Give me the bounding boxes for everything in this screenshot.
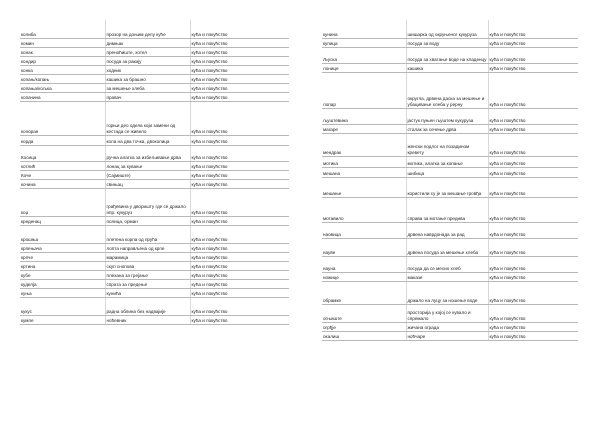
- table-row: [20, 188, 289, 216]
- term-cell: копањ/копањ: [20, 74, 105, 83]
- term-cell: кубе: [20, 270, 105, 279]
- description-cell: кашика за брашно: [105, 74, 190, 83]
- category-cell: кућа и покућство: [488, 20, 578, 38]
- category-cell: кућа и покућство: [190, 170, 289, 179]
- category-cell: кућа и покућство: [190, 145, 289, 161]
- description-cell: дрвена наврдонада за рад: [406, 222, 488, 238]
- table-row: [322, 222, 578, 238]
- description-cell: лонац за кување: [105, 161, 190, 170]
- table-row: [322, 38, 578, 47]
- term-cell: креденац: [20, 216, 105, 225]
- table-row: [20, 47, 289, 56]
- category-cell: кућа и покућство: [488, 281, 578, 304]
- term-cell: копоран: [20, 101, 105, 135]
- description-cell: шишарка од окруњеног кукуруза: [406, 20, 488, 38]
- category-cell: кућа и покућство: [488, 47, 578, 63]
- term-cell: крпењача: [20, 243, 105, 252]
- term-cell: мотика: [322, 156, 406, 167]
- table-row: [322, 47, 578, 63]
- description-cell: држало на луцу за ношење воде: [406, 281, 488, 304]
- term-cell: купица: [322, 38, 406, 47]
- category-cell: кућа и покућство: [488, 63, 578, 72]
- category-cell: кућа и покућство: [190, 261, 289, 270]
- term-cell: мотавило: [322, 197, 406, 222]
- category-cell: кућа и покућство: [488, 177, 578, 197]
- category-cell: кућа и покућство: [488, 331, 578, 340]
- category-cell: кућа и покућство: [190, 20, 289, 38]
- term-cell: кукус: [20, 297, 105, 315]
- table-row: [20, 279, 289, 288]
- description-cell: справа за мотање предива: [406, 197, 488, 222]
- term-cell: корда: [20, 135, 105, 145]
- table-row: [322, 72, 578, 108]
- category-cell: кућа и покућство: [488, 222, 578, 238]
- term-cell: куња: [20, 288, 105, 297]
- category-cell: кућа и покућство: [488, 256, 578, 272]
- category-cell: кућа и покућство: [190, 252, 289, 261]
- description-cell: преноћиште, хотел: [105, 47, 190, 56]
- table-row: [20, 315, 289, 324]
- term-cell: мендрак: [322, 133, 406, 156]
- category-cell: кућа и покућство: [488, 238, 578, 256]
- table-row: [322, 177, 578, 197]
- table-row: [322, 197, 578, 222]
- term-cell: окалиш: [322, 331, 406, 340]
- term-cell: колиба: [20, 20, 105, 38]
- table-row: [322, 20, 578, 38]
- description-cell: за мешење хлеба: [105, 83, 190, 92]
- category-cell: кућа и покућство: [488, 108, 578, 124]
- table-row: [322, 156, 578, 167]
- category-cell: кућа и покућство: [488, 156, 578, 167]
- description-cell: скуп снопова: [105, 261, 190, 270]
- category-cell: кућа и покућство: [488, 167, 578, 177]
- term-cell: лопар: [322, 72, 406, 108]
- category-cell: кућа и покућство: [488, 322, 578, 331]
- table-row: [322, 167, 578, 177]
- category-cell: кућа и покућство: [190, 38, 289, 47]
- category-cell: кућа и покућство: [190, 101, 289, 135]
- category-cell: кућа и покућство: [190, 225, 289, 243]
- table-row: [20, 65, 289, 74]
- table-row: [322, 331, 578, 340]
- description-cell: јастук пуњен љуштем кукуруза: [406, 108, 488, 124]
- description-cell: свињац: [105, 179, 190, 188]
- glossary-table-left: [20, 20, 289, 325]
- description-cell: кунића: [105, 288, 190, 297]
- category-cell: кућа и покућство: [488, 304, 578, 322]
- category-cell: кућа и покућство: [190, 179, 289, 188]
- description-cell: димњак: [105, 38, 190, 47]
- category-cell: кућа и покућство: [190, 161, 289, 170]
- description-cell: мотика, алатка за копање: [406, 156, 488, 167]
- term-cell: комин: [20, 38, 105, 47]
- table-row: [20, 252, 289, 261]
- term-cell: кочина: [20, 179, 105, 188]
- description-cell: сталак за сечење дрва: [406, 124, 488, 133]
- table-row: [20, 288, 289, 297]
- table-row: [20, 92, 289, 101]
- term-cell: конка: [20, 65, 105, 74]
- description-cell: дрвена посуда за мешење хлеба: [406, 238, 488, 256]
- term-cell: науве: [322, 238, 406, 256]
- table-row: [322, 108, 578, 124]
- table-row: [322, 322, 578, 331]
- term-cell: кртина: [20, 261, 105, 270]
- description-cell: посуда за хватање воде на кладенцу: [406, 47, 488, 63]
- table-row: [20, 83, 289, 92]
- category-cell: кућа и покућство: [190, 288, 289, 297]
- table-row: [322, 256, 578, 272]
- category-cell: кућа и покућство: [488, 197, 578, 222]
- category-cell: кућа и покућство: [190, 243, 289, 252]
- category-cell: кућа и покућство: [488, 72, 578, 108]
- description-cell: ноћчаре: [406, 331, 488, 340]
- category-cell: кућа и покућство: [488, 124, 578, 133]
- category-cell: кућа и покућство: [190, 135, 289, 145]
- table-row: [20, 270, 289, 279]
- description-cell: прозор на доњим делу куће: [105, 20, 190, 38]
- description-cell: посуда за ракију: [105, 56, 190, 65]
- table-row: [20, 179, 289, 188]
- category-cell: кућа и покућство: [190, 47, 289, 56]
- term-cell: копачина: [20, 92, 105, 101]
- term-cell: котлић: [20, 161, 105, 170]
- term-cell: огњиште: [322, 304, 406, 322]
- table-row: [20, 216, 289, 225]
- table-row: [322, 124, 578, 133]
- table-row: [20, 20, 289, 38]
- table-row: [20, 145, 289, 161]
- description-cell: горњи део одела који замени од кестада се живело: [105, 101, 190, 135]
- description-cell: плетена корпа од прућа: [105, 225, 190, 243]
- category-cell: кућа и покућство: [190, 216, 289, 225]
- table-row: [20, 38, 289, 47]
- term-cell: копања/кољка: [20, 83, 105, 92]
- description-cell: кола на два точка, двоколица: [105, 135, 190, 145]
- term-cell: ножице: [322, 272, 406, 281]
- description-cell: женски подлог на позадином кревету: [406, 133, 488, 156]
- table-row: [20, 225, 289, 243]
- glossary-table-right: [322, 20, 578, 341]
- term-cell: љуштевина: [322, 108, 406, 124]
- table-row: [20, 135, 289, 145]
- term-cell: мешање: [322, 177, 406, 197]
- table-row: [20, 297, 289, 315]
- description-cell: кашика: [406, 63, 488, 72]
- category-cell: кућа и покућство: [190, 74, 289, 83]
- category-cell: кућа и покућство: [190, 279, 289, 288]
- term-cell: коџ: [20, 188, 105, 216]
- category-cell: кућа и покућство: [190, 56, 289, 65]
- category-cell: кућа и покућство: [488, 272, 578, 281]
- term-cell: кумпе: [20, 315, 105, 324]
- description-cell: плехана за грејање: [105, 270, 190, 279]
- term-cell: Косица: [20, 145, 105, 161]
- description-cell: маказе: [406, 272, 488, 281]
- table-row: [20, 261, 289, 270]
- table-row: [322, 304, 578, 322]
- term-cell: мешана: [322, 167, 406, 177]
- term-cell: конак: [20, 47, 105, 56]
- term-cell: магарe: [322, 124, 406, 133]
- category-cell: кућа и покућство: [488, 38, 578, 47]
- table-row: [322, 238, 578, 256]
- table-row: [20, 101, 289, 135]
- description-cell: (Сајмиште): [105, 170, 190, 179]
- term-cell: науна: [322, 256, 406, 272]
- term-cell: Љуска: [322, 47, 406, 63]
- description-cell: жичана ограда: [406, 322, 488, 331]
- description-cell: ноћевник: [105, 315, 190, 324]
- description-cell: ходник: [105, 65, 190, 74]
- term-cell: лонице: [322, 63, 406, 72]
- category-cell: кућа и покућство: [190, 188, 289, 216]
- description-cell: ручна алатка за избељивање дрва: [105, 145, 190, 161]
- description-cell: спрата за предење: [105, 279, 190, 288]
- table-row: [322, 63, 578, 72]
- term-cell: огрђје: [322, 322, 406, 331]
- description-cell: округла, дрвена даска за мешење и убацивање хлеба у рерну: [406, 72, 488, 108]
- category-cell: кућа и покућство: [190, 270, 289, 279]
- description-cell: шибица: [406, 167, 488, 177]
- term-cell: крошња: [20, 225, 105, 243]
- table-row: [322, 133, 578, 156]
- description-cell: посуда за воду: [406, 38, 488, 47]
- category-cell: кућа и покућство: [190, 83, 289, 92]
- term-cell: кондир: [20, 56, 105, 65]
- term-cell: обрамке: [322, 281, 406, 304]
- table-row: [20, 243, 289, 252]
- table-row: [20, 74, 289, 83]
- category-cell: кућа и покућство: [190, 297, 289, 315]
- term-cell: крпче: [20, 252, 105, 261]
- description-cell: посуда да се месио хлеб: [406, 256, 488, 272]
- table-row: [20, 161, 289, 170]
- description-cell: грађевина у дворишту где се држало нпр. кукуруз: [105, 188, 190, 216]
- term-cell: наовица: [322, 222, 406, 238]
- term-cell: кунина: [322, 20, 406, 38]
- description-cell: радна облина без надвајије: [105, 297, 190, 315]
- description-cell: користили су је за мешање гровђа: [406, 177, 488, 197]
- description-cell: полица, орман: [105, 216, 190, 225]
- description-cell: правач: [105, 92, 190, 101]
- term-cell: Коче: [20, 170, 105, 179]
- category-cell: кућа и покућство: [190, 315, 289, 324]
- table-row: [20, 170, 289, 179]
- term-cell: куделја: [20, 279, 105, 288]
- table-row: [322, 281, 578, 304]
- table-row: [20, 56, 289, 65]
- table-row: [322, 272, 578, 281]
- category-cell: кућа и покућство: [190, 92, 289, 101]
- description-cell: марамица: [105, 252, 190, 261]
- category-cell: кућа и покућство: [488, 133, 578, 156]
- description-cell: просторија у којој се кувало и спремало: [406, 304, 488, 322]
- category-cell: кућа и покућство: [190, 65, 289, 74]
- description-cell: лопта направљена од крпе: [105, 243, 190, 252]
